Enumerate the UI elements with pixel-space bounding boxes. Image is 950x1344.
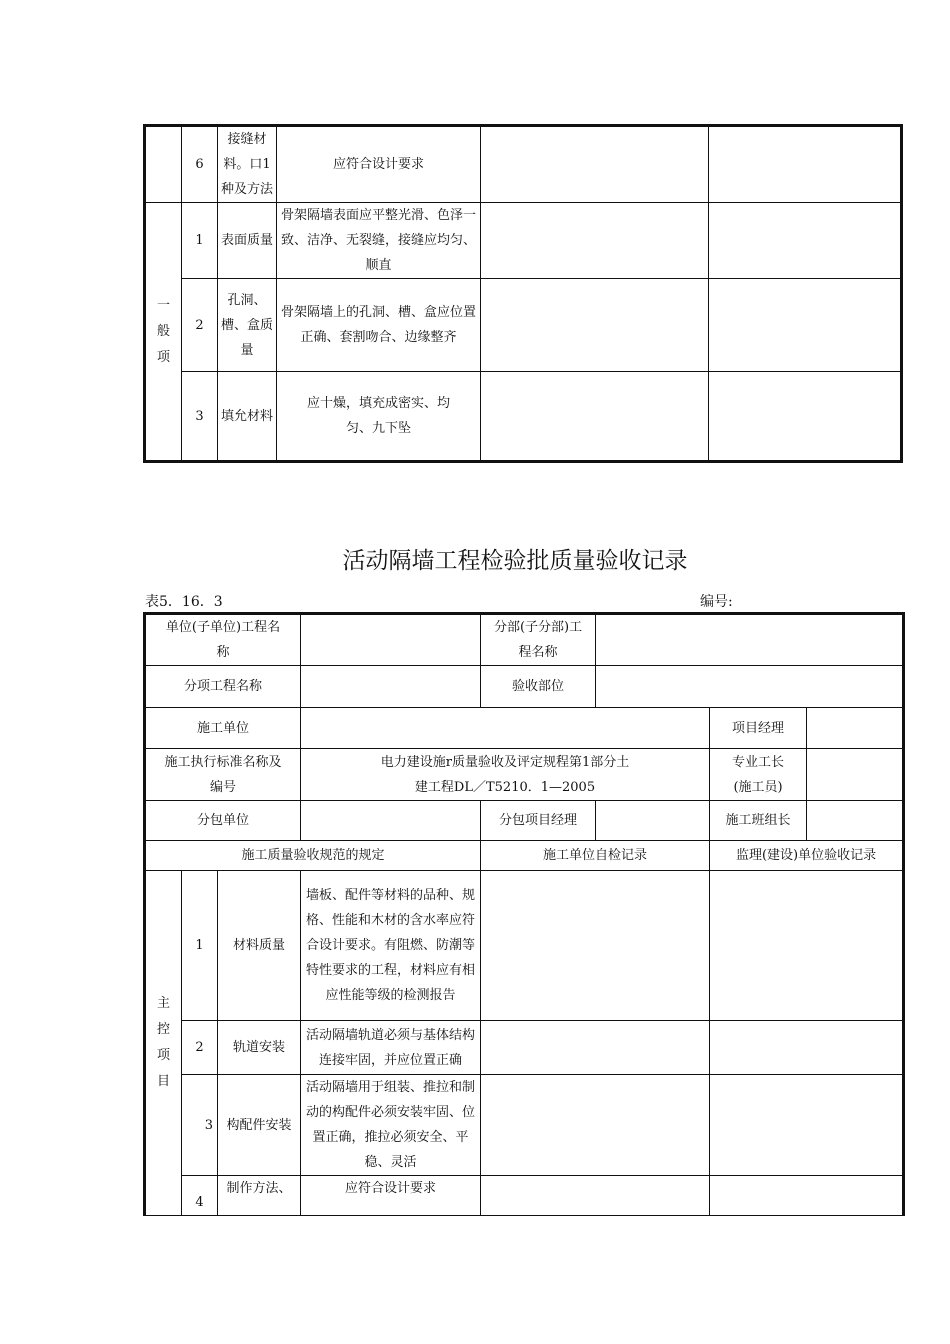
supervision-cell[interactable] xyxy=(710,871,904,1021)
supervision-cell[interactable] xyxy=(710,1021,904,1075)
item-number: 2 xyxy=(182,279,218,372)
contractor-label: 施工单位 xyxy=(145,708,301,749)
self-check-cell[interactable] xyxy=(481,203,709,279)
self-check-cell[interactable] xyxy=(481,871,710,1021)
item-name: 填允材料 xyxy=(218,372,277,462)
self-check-header: 施工单位自检记录 xyxy=(481,841,710,871)
supervision-cell[interactable] xyxy=(709,203,902,279)
foreman-label: 专业工长(施工员) xyxy=(710,749,807,801)
spec-header: 施工质量验收规范的规定 xyxy=(145,841,481,871)
item-name: 接缝材料。口1种及方法 xyxy=(218,126,277,203)
contractor-value[interactable] xyxy=(301,708,710,749)
item-name: 构配件安装 xyxy=(218,1075,301,1176)
table-number: 表5．16．3 xyxy=(145,594,223,610)
item-requirement: 墙板、配件等材料的品种、规格、性能和木材的含水率应符合设计要求。有阻燃、防潮等特性要求的工程，材料应有相应性能等级的检测报告 xyxy=(301,871,481,1021)
team-leader-value[interactable] xyxy=(807,801,904,841)
inspection-record-form xyxy=(143,612,905,1216)
unit-project-value[interactable] xyxy=(301,614,481,666)
foreman-value[interactable] xyxy=(807,749,904,801)
project-manager-value[interactable] xyxy=(807,708,904,749)
item-name: 表面质量 xyxy=(218,203,277,279)
main-control-label: 主控项目 xyxy=(145,871,182,1216)
supervision-cell[interactable] xyxy=(710,1176,904,1216)
subitem-project-label: 分项工程名称 xyxy=(145,666,301,708)
item-number: 1 xyxy=(182,203,218,279)
item-number: 1 xyxy=(182,871,218,1021)
item-name: 制作方法、 xyxy=(218,1176,301,1216)
item-requirement: 活动隔墙轨道必须与基体结构连接牢固，并应位置正确 xyxy=(301,1021,481,1075)
item-name: 孔洞、槽、盒质量 xyxy=(218,279,277,372)
item-number: 6 xyxy=(182,126,218,203)
supervision-header: 监理(建设)单位验收记录 xyxy=(710,841,904,871)
subdivision-value[interactable] xyxy=(596,614,904,666)
inspection-part-label: 验收部位 xyxy=(481,666,596,708)
self-check-cell[interactable] xyxy=(481,1176,710,1216)
supervision-cell[interactable] xyxy=(709,372,902,462)
item-requirement: 应十燥，填充成密实、均匀、九下坠 xyxy=(277,372,481,462)
subcontractor-value[interactable] xyxy=(301,801,481,841)
subcontractor-label: 分包单位 xyxy=(145,801,301,841)
self-check-cell[interactable] xyxy=(481,279,709,372)
item-requirement: 骨架隔墙表面应平整光滑、色泽一致、洁净、无裂缝，接缝应均匀、顺直 xyxy=(277,203,481,279)
standard-value: 电力建设施r质量验收及评定规程第1部分土建工程DL／T5210．1—2005 xyxy=(301,749,710,801)
team-leader-label: 施工班组长 xyxy=(710,801,807,841)
item-number: 3 xyxy=(182,372,218,462)
supervision-cell[interactable] xyxy=(710,1075,904,1176)
sub-pm-value[interactable] xyxy=(596,801,710,841)
inspection-part-value[interactable] xyxy=(596,666,904,708)
code-label: 编号: xyxy=(700,594,733,610)
self-check-cell[interactable] xyxy=(481,126,709,203)
subitem-project-value[interactable] xyxy=(301,666,481,708)
project-manager-label: 项目经理 xyxy=(710,708,807,749)
item-number: 3 xyxy=(182,1075,218,1176)
item-number: 4 xyxy=(182,1176,218,1216)
item-name: 材料质量 xyxy=(218,871,301,1021)
supervision-cell[interactable] xyxy=(709,279,902,372)
standard-label: 施工执行标准名称及编号 xyxy=(145,749,301,801)
self-check-cell[interactable] xyxy=(481,1021,710,1075)
self-check-cell[interactable] xyxy=(481,1075,710,1176)
subdivision-label: 分部(子分部)工程名称 xyxy=(481,614,596,666)
general-items-label: 一般项 xyxy=(145,203,182,462)
category-cell-blank xyxy=(145,126,182,203)
item-requirement: 应符合设计要求 xyxy=(277,126,481,203)
form-title: 活动隔墙工程检验批质量验收记录 xyxy=(342,548,688,574)
item-number: 2 xyxy=(182,1021,218,1075)
continued-inspection-table xyxy=(143,124,903,463)
self-check-cell[interactable] xyxy=(481,372,709,462)
unit-project-label: 单位(子单位)工程名称 xyxy=(145,614,301,666)
item-requirement: 应符合设计要求 xyxy=(301,1176,481,1216)
item-name: 轨道安装 xyxy=(218,1021,301,1075)
item-requirement: 骨架隔墙上的孔洞、槽、盒应位置正确、套割吻合、边缘整齐 xyxy=(277,279,481,372)
sub-pm-label: 分包项目经理 xyxy=(481,801,596,841)
item-requirement: 活动隔墙用于组装、推拉和制动的构配件必须安装牢固、位置正确，推拉必须安全、平稳、灵活 xyxy=(301,1075,481,1176)
supervision-cell[interactable] xyxy=(709,126,902,203)
